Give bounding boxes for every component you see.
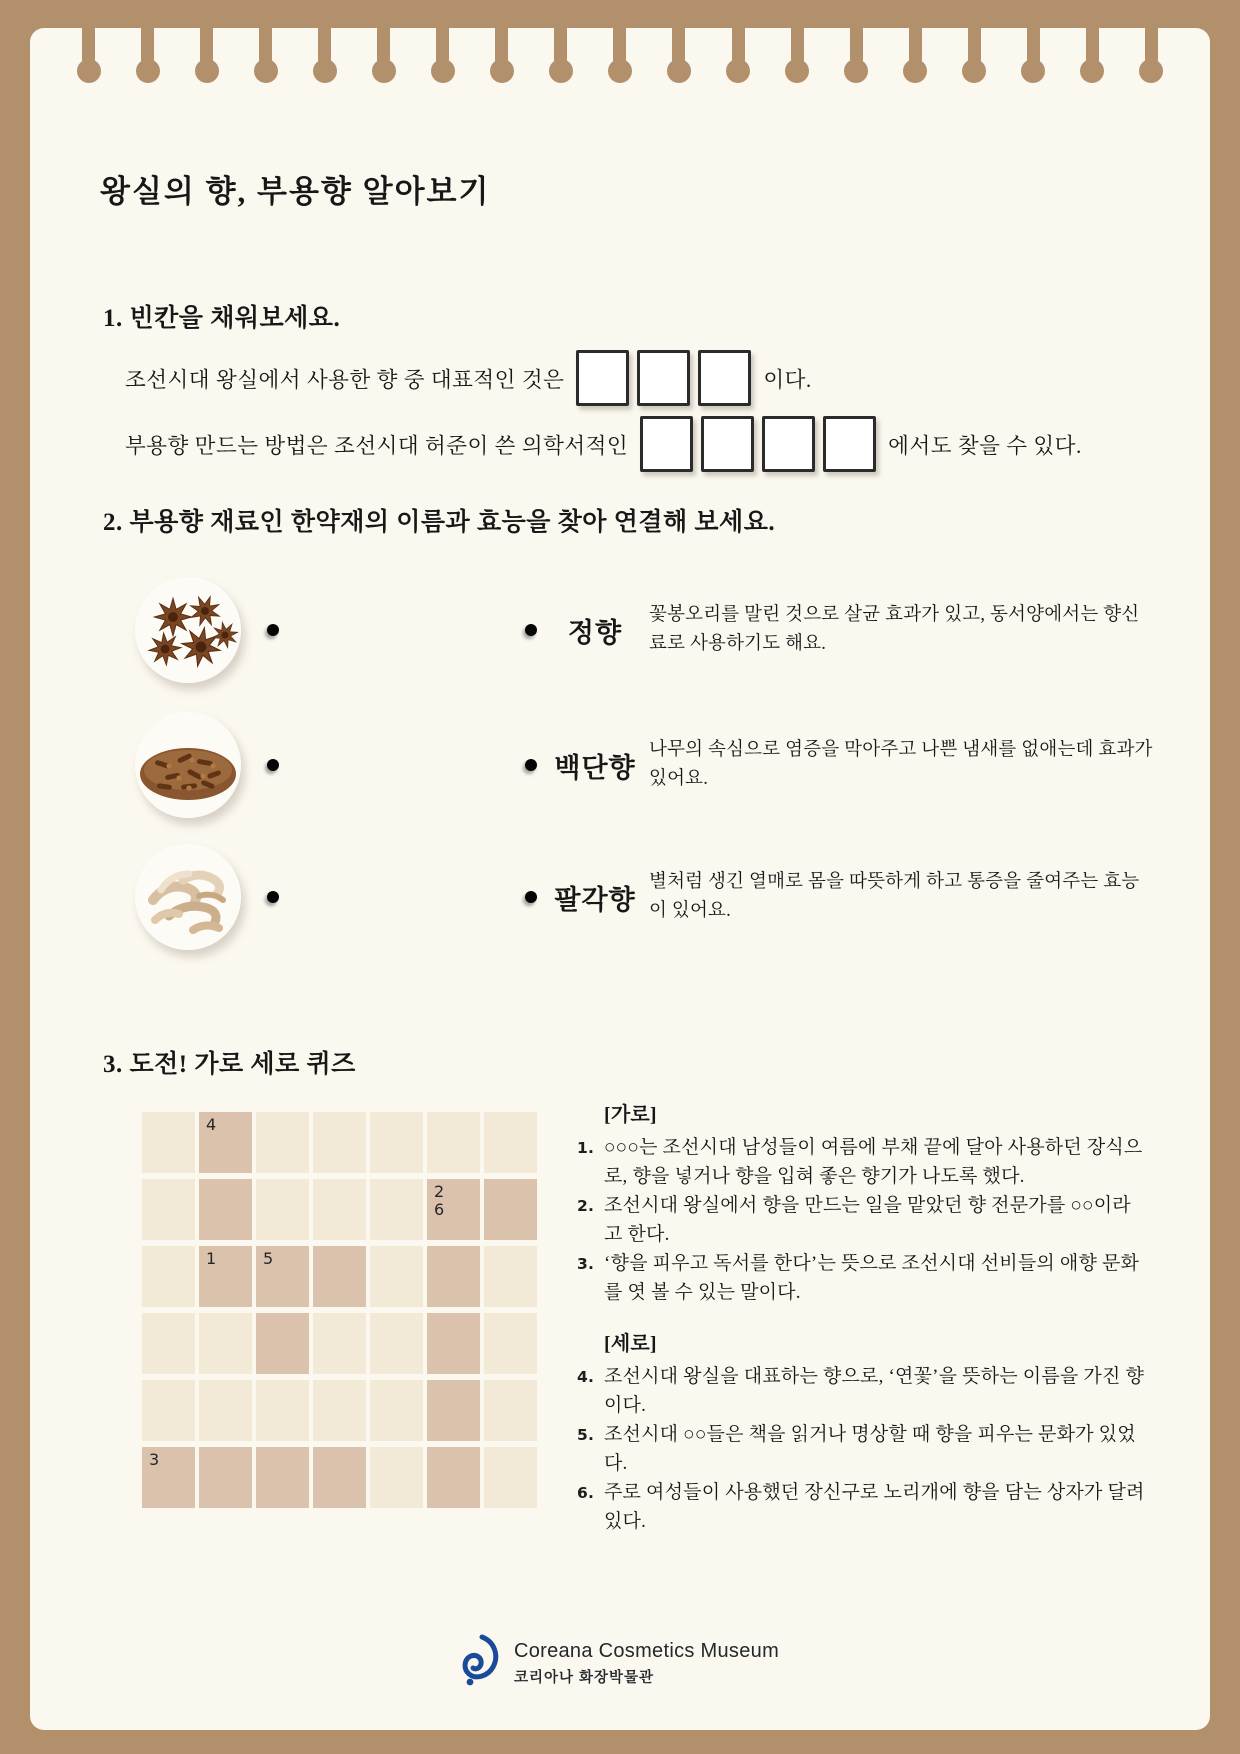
clue-text: 주로 여성들이 사용했던 장신구로 노리개에 향을 담는 상자가 달려있다. [604,1481,1145,1532]
crossword-cell-4-4[interactable] [370,1380,423,1441]
crossword-cell-0-2[interactable] [256,1112,309,1173]
connector-dot[interactable] [525,759,537,771]
crossword-cell-5-2[interactable] [256,1447,309,1508]
herb-name: 백단향 [554,752,636,783]
binding-pin-icon [732,26,745,66]
sandalwood-chips-photo [135,844,241,950]
clue-number: 2. [577,1196,595,1215]
answer-boxes-2 [640,416,876,472]
crossword-cell-3-2[interactable] [256,1313,309,1374]
crossword-cell-0-3[interactable] [313,1112,366,1173]
crossword-cell-number: 2 6 [434,1182,445,1219]
crossword-cell-5-5[interactable] [427,1447,480,1508]
binding-pin-icon [850,26,863,66]
clue-number: 1. [577,1138,595,1157]
section3-heading: 3. 도전! 가로 세로 퀴즈 [103,1051,356,1078]
crossword-cell-4-6[interactable] [484,1380,537,1441]
binding-pin-icon [968,26,981,66]
crossword-cell-0-5[interactable] [427,1112,480,1173]
binding-pin-icon [495,26,508,66]
binding-pin-icon [318,26,331,66]
binding-pin-icon [554,26,567,66]
crossword-cell-number: 3 [149,1450,160,1469]
herb-name: 팔각향 [554,884,636,915]
cloves-photo [135,712,241,818]
herb-description: 꽃봉오리를 말린 것으로 살균 효과가 있고, 동서양에서는 향신료로 사용하기도 해요. [649,605,1140,654]
crossword-cell-2-4[interactable] [370,1246,423,1307]
crossword-cell-1-3[interactable] [313,1179,366,1240]
binding-pin-icon [200,26,213,66]
binding-pin-icon [1145,26,1158,66]
answer-box[interactable] [637,350,690,406]
match-row-star-anise [135,841,1154,953]
answer-box[interactable] [698,350,751,406]
crossword-cell-4-2[interactable] [256,1380,309,1441]
crossword-cell-2-3[interactable] [313,1246,366,1307]
crossword-cell-1-6[interactable] [484,1179,537,1240]
crossword-cell-3-4[interactable] [370,1313,423,1374]
page-title: 왕실의 향, 부용향 알아보기 [100,174,491,209]
fill-blank-line-2 [125,416,1082,472]
match-row-sandalwood [135,709,1154,821]
crossword-cell-2-1[interactable] [199,1246,252,1307]
answer-box[interactable] [823,416,876,472]
crossword-cell-3-5[interactable] [427,1313,480,1374]
binding-pin-icon [436,26,449,66]
clue-number: 4. [577,1367,595,1386]
crossword-cell-5-3[interactable] [313,1447,366,1508]
across-clue-1 [577,1133,1145,1191]
clue-text: 조선시대 왕실에서 향을 만드는 일을 맡았던 향 전문가를 ○○이라고 한다. [604,1194,1131,1245]
crossword-cell-0-4[interactable] [370,1112,423,1173]
crossword-cell-4-1[interactable] [199,1380,252,1441]
binding-pin-icon [672,26,685,66]
herb-description: 나무의 속심으로 염증을 막아주고 나쁜 냄새를 없애는데 효과가 있어요. [649,740,1153,789]
clue-number: 6. [577,1483,595,1502]
crossword-cell-2-5[interactable] [427,1246,480,1307]
coreana-logo-icon [461,1634,503,1693]
crossword-cell-0-1[interactable] [199,1112,252,1173]
binding-pin-icon [82,26,95,66]
across-header: [가로] [604,1104,657,1126]
binding-pin-icon [1086,26,1099,66]
answer-box[interactable] [762,416,815,472]
crossword-cell-1-2[interactable] [256,1179,309,1240]
section1-heading: 1. 빈칸을 채워보세요. [103,305,341,332]
fill-line-1-before: 조선시대 왕실에서 사용한 향 중 대표적인 것은 [125,367,565,392]
down-clue-5 [577,1420,1145,1478]
answer-box[interactable] [701,416,754,472]
notebook-paper [30,28,1210,1730]
fill-blank-line-1 [125,350,812,406]
crossword-cell-number: 5 [263,1249,274,1268]
crossword-cell-2-0[interactable] [142,1246,195,1307]
binding-pin-icon [791,26,804,66]
crossword-cell-3-3[interactable] [313,1313,366,1374]
answer-box[interactable] [576,350,629,406]
crossword-cell-0-0[interactable] [142,1112,195,1173]
clue-number: 5. [577,1425,595,1444]
fill-line-1-after: 이다. [763,367,812,392]
fill-line-2-after: 에서도 찾을 수 있다. [888,433,1082,458]
crossword-cell-number: 1 [206,1249,217,1268]
museum-name-ko: 코리아나 화장박물관 [513,1670,655,1686]
match-row-cloves [135,574,1154,686]
crossword-cell-0-6[interactable] [484,1112,537,1173]
star-anise-photo [135,577,241,683]
herb-description: 별처럼 생긴 열매로 몸을 따뜻하게 하고 통증을 줄여주는 효능이 있어요. [649,872,1140,921]
clues-panel [577,1100,1145,1536]
down-header: [세로] [604,1332,657,1355]
crossword-grid [142,1112,537,1508]
across-clue-2 [577,1191,1145,1249]
answer-box[interactable] [640,416,693,472]
answer-boxes-1 [576,350,751,406]
crossword-cell-5-0[interactable] [142,1447,195,1508]
crossword-cell-1-1[interactable] [199,1179,252,1240]
connector-dot[interactable] [267,891,279,903]
section2-heading: 2. 부용향 재료인 한약재의 이름과 효능을 찾아 연결해 보세요. [103,509,776,536]
herb-name: 정향 [567,617,623,648]
crossword-cell-4-5[interactable] [427,1380,480,1441]
clue-number: 3. [577,1254,595,1273]
crossword-cell-5-4[interactable] [370,1447,423,1508]
museum-footer [30,1634,1210,1693]
crossword-cell-3-6[interactable] [484,1313,537,1374]
binding-pin-icon [141,26,154,66]
binding-pins [82,26,1158,84]
fill-line-2-before: 부용향 만드는 방법은 조선시대 허준이 쓴 의학서적인 [125,433,629,458]
connector-dot[interactable] [267,759,279,771]
binding-pin-icon [613,26,626,66]
crossword-cell-1-4[interactable] [370,1179,423,1240]
crossword-cell-2-6[interactable] [484,1246,537,1307]
crossword-cell-number: 4 [206,1115,217,1134]
down-clue-6 [577,1478,1145,1536]
down-clue-4 [577,1362,1145,1420]
binding-pin-icon [1027,26,1040,66]
museum-name-en: Coreana Cosmetics Museum [513,1640,780,1662]
crossword-cell-3-0[interactable] [142,1313,195,1374]
crossword-cell-1-0[interactable] [142,1179,195,1240]
connector-dot[interactable] [525,891,537,903]
crossword-cell-5-6[interactable] [484,1447,537,1508]
clue-text: ○○○는 조선시대 남성들이 여름에 부채 끝에 달아 사용하던 장식으로, 향을 넣거나 향을 입혀 좋은 향기가 나도록 했다. [604,1136,1143,1187]
crossword-cell-4-3[interactable] [313,1380,366,1441]
crossword-cell-2-2[interactable] [256,1246,309,1307]
across-clue-3 [577,1249,1145,1307]
connector-dot[interactable] [525,624,537,636]
clue-text: ‘향을 피우고 독서를 한다’는 뜻으로 조선시대 선비들의 애향 문화를 엿 볼 수 있는 말이다. [604,1252,1140,1303]
binding-pin-icon [909,26,922,66]
crossword-cell-5-1[interactable] [199,1447,252,1508]
clue-text: 조선시대 왕실을 대표하는 향으로, ‘연꽃’을 뜻하는 이름을 가진 향이다. [604,1365,1145,1416]
connector-dot[interactable] [267,624,279,636]
crossword-cell-3-1[interactable] [199,1313,252,1374]
crossword-cell-1-5[interactable] [427,1179,480,1240]
crossword-cell-4-0[interactable] [142,1380,195,1441]
binding-pin-icon [377,26,390,66]
binding-pin-icon [259,26,272,66]
clue-text: 조선시대 ○○들은 책을 읽거나 명상할 때 향을 피우는 문화가 있었다. [604,1423,1136,1474]
